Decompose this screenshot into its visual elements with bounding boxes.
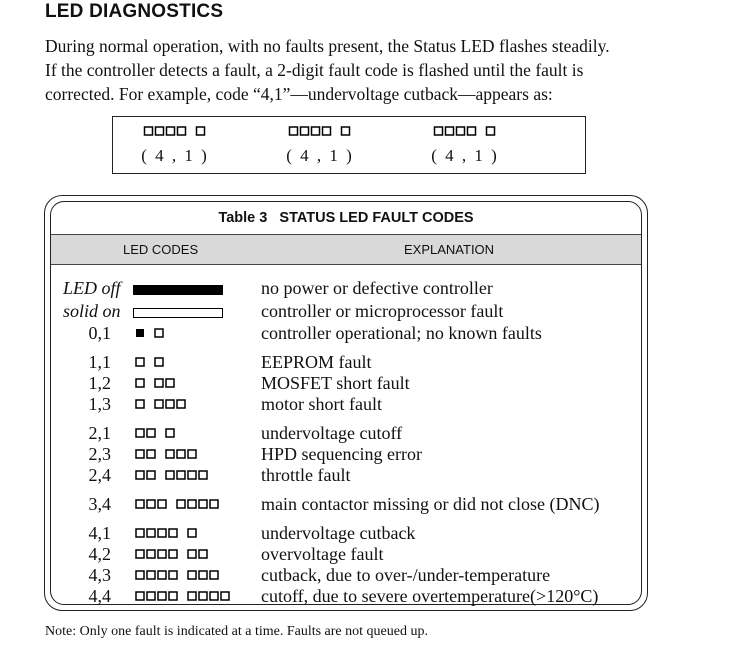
led-blink-mark: [301, 127, 309, 135]
led-code: 0,1: [88, 323, 111, 343]
led-blink-mark: [166, 429, 174, 437]
led-blink-mark: [136, 379, 144, 387]
table-row: [51, 544, 641, 565]
led-blink-mark: [188, 471, 196, 479]
led-blink-mark: [166, 379, 174, 387]
col-header-led-codes: LED CODES: [123, 242, 199, 257]
open-bar-icon: [133, 308, 223, 318]
led-blink-mark: [147, 450, 155, 458]
table-row: [51, 444, 641, 465]
fault-explanation: throttle fault: [261, 465, 351, 485]
led-blink-mark: [199, 550, 207, 558]
example-label: ( 4 , 1 ): [431, 146, 499, 165]
solid-bar-icon: [133, 285, 223, 295]
table-row: [51, 373, 641, 394]
led-blink-mark: [166, 471, 174, 479]
fault-explanation: undervoltage cutback: [261, 523, 416, 543]
led-code: 2,4: [88, 465, 111, 485]
led-blink-mark: [136, 450, 144, 458]
led-blink-mark: [136, 592, 144, 600]
blink-pattern-icon: [135, 448, 255, 462]
led-blink-mark: [210, 571, 218, 579]
led-code: 1,1: [88, 352, 111, 372]
led-blink-mark: [136, 550, 144, 558]
fault-explanation: HPD sequencing error: [261, 444, 422, 464]
led-code: 2,3: [88, 444, 111, 464]
led-blink-mark: [155, 379, 163, 387]
table-row: [51, 523, 641, 544]
example-label: ( 4 , 1 ): [286, 146, 354, 165]
led-blink-mark: [158, 529, 166, 537]
intro-paragraph: [45, 34, 695, 106]
blink-pattern-icon: [135, 356, 255, 370]
example-label: ( 4 , 1 ): [141, 146, 209, 165]
led-code: 4,2: [88, 544, 111, 564]
led-blink-mark: [177, 450, 185, 458]
led-blink-mark: [158, 500, 166, 508]
led-blink-mark: [136, 400, 144, 408]
example-item: [115, 125, 235, 166]
led-blink-mark: [136, 471, 144, 479]
blink-pattern-icon: [135, 527, 255, 541]
led-blink-mark: [136, 529, 144, 537]
fault-explanation: EEPROM fault: [261, 352, 372, 372]
led-blink-mark: [136, 329, 144, 337]
led-blink-mark: [210, 500, 218, 508]
example-item: [260, 125, 380, 166]
footnote: Note: Only one fault is indicated at a time. Faults are not queued up.: [45, 624, 428, 639]
intro-line-2: If the controller detects a fault, a 2-digit fault code is flashed until the fault is: [45, 60, 584, 80]
fault-explanation: no power or defective controller: [261, 278, 493, 298]
led-blink-mark: [199, 500, 207, 508]
led-blink-mark: [188, 450, 196, 458]
led-blink-mark: [312, 127, 320, 135]
table-row: [51, 494, 641, 515]
blink-pattern-icon: [115, 125, 235, 139]
led-blink-mark: [197, 127, 205, 135]
led-blink-mark: [188, 500, 196, 508]
table-row: [51, 586, 641, 607]
led-blink-mark: [155, 329, 163, 337]
led-blink-mark: [177, 471, 185, 479]
led-code: 3,4: [88, 494, 111, 514]
led-blink-mark: [342, 127, 350, 135]
fault-explanation: controller operational; no known faults: [261, 323, 542, 343]
col-header-explanation: EXPLANATION: [404, 242, 495, 257]
led-blink-mark: [167, 127, 175, 135]
led-blink-mark: [210, 592, 218, 600]
led-blink-mark: [290, 127, 298, 135]
intro-line-3: corrected. For example, code “4,1”—undervoltage cutback—appears as:: [45, 84, 553, 104]
led-blink-mark: [188, 571, 196, 579]
led-blink-mark: [323, 127, 331, 135]
led-blink-mark: [169, 571, 177, 579]
led-blink-mark: [158, 550, 166, 558]
led-blink-mark: [188, 592, 196, 600]
fault-explanation: main contactor missing or did not close (DNC): [261, 494, 600, 514]
table-inner-border: [50, 201, 642, 605]
table-title: Table 3 STATUS LED FAULT CODES: [218, 210, 474, 226]
led-blink-mark: [155, 400, 163, 408]
led-blink-mark: [446, 127, 454, 135]
led-blink-mark: [487, 127, 495, 135]
fault-explanation: undervoltage cutoff: [261, 423, 403, 443]
blink-pattern-icon: [135, 427, 255, 441]
led-blink-mark: [136, 571, 144, 579]
led-blink-mark: [177, 400, 185, 408]
table-row: [51, 423, 641, 444]
table-row: [51, 278, 641, 299]
led-blink-mark: [166, 450, 174, 458]
table-header-row: [51, 234, 641, 265]
led-blink-mark: [221, 592, 229, 600]
led-blink-mark: [136, 500, 144, 508]
blink-pattern-icon: [135, 398, 255, 412]
table-row: [51, 352, 641, 373]
fault-code-table: [44, 195, 648, 611]
led-blink-mark: [156, 127, 164, 135]
led-blink-mark: [147, 429, 155, 437]
blink-pattern-icon: [135, 569, 255, 583]
led-blink-mark: [147, 571, 155, 579]
led-blink-mark: [145, 127, 153, 135]
led-blink-mark: [435, 127, 443, 135]
led-blink-mark: [155, 358, 163, 366]
led-blink-mark: [136, 429, 144, 437]
table-row: [51, 323, 641, 344]
led-blink-mark: [457, 127, 465, 135]
fault-explanation: cutback, due to over-/under-temperature: [261, 565, 551, 585]
led-code: 1,3: [88, 394, 111, 414]
led-blink-mark: [166, 400, 174, 408]
led-blink-mark: [199, 592, 207, 600]
fault-explanation: overvoltage fault: [261, 544, 384, 564]
led-code: 1,2: [88, 373, 111, 393]
led-blink-mark: [147, 500, 155, 508]
led-blink-mark: [178, 127, 186, 135]
led-blink-mark: [136, 358, 144, 366]
led-code: solid on: [63, 301, 121, 321]
blink-pattern-icon: [260, 125, 380, 139]
table-row: [51, 301, 641, 322]
led-blink-mark: [169, 529, 177, 537]
blink-pattern-icon: [135, 377, 255, 391]
led-blink-mark: [188, 529, 196, 537]
led-blink-mark: [177, 500, 185, 508]
blink-pattern-icon: [135, 498, 255, 512]
table-row: [51, 394, 641, 415]
fault-explanation: MOSFET short fault: [261, 373, 410, 393]
blink-pattern-icon: [135, 327, 255, 341]
led-blink-mark: [147, 592, 155, 600]
blink-pattern-icon: [135, 548, 255, 562]
led-blink-mark: [169, 550, 177, 558]
led-blink-mark: [147, 471, 155, 479]
led-blink-mark: [147, 550, 155, 558]
table-row: [51, 465, 641, 486]
led-blink-mark: [468, 127, 476, 135]
led-blink-mark: [158, 592, 166, 600]
led-blink-mark: [169, 592, 177, 600]
led-code: 2,1: [88, 423, 111, 443]
led-blink-mark: [147, 529, 155, 537]
fault-explanation: motor short fault: [261, 394, 382, 414]
led-blink-mark: [158, 571, 166, 579]
example-box: [112, 116, 586, 174]
table-row: [51, 565, 641, 586]
intro-line-1: During normal operation, with no faults present, the Status LED flashes steadily.: [45, 36, 610, 56]
led-code: LED off: [63, 278, 121, 298]
led-blink-mark: [188, 550, 196, 558]
led-blink-mark: [199, 571, 207, 579]
example-item: [405, 125, 525, 166]
fault-explanation: controller or microprocessor fault: [261, 301, 504, 321]
led-blink-mark: [199, 471, 207, 479]
led-code: 4,4: [88, 586, 111, 606]
fault-explanation: cutoff, due to severe overtemperature(>120°C): [261, 586, 599, 606]
blink-pattern-icon: [405, 125, 525, 139]
blink-pattern-icon: [135, 590, 255, 604]
led-code: 4,3: [88, 565, 111, 585]
led-code: 4,1: [88, 523, 111, 543]
blink-pattern-icon: [135, 469, 255, 483]
page-heading: LED DIAGNOSTICS: [45, 1, 224, 22]
